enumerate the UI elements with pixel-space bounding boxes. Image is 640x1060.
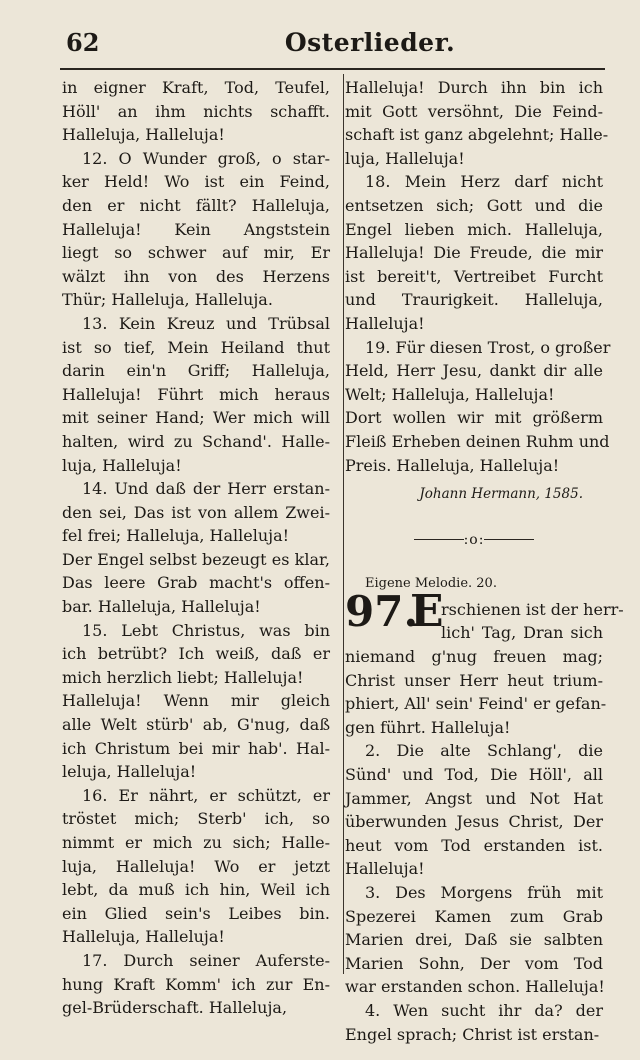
text-line: niemand g'nug freuen mag;: [345, 647, 603, 667]
text-line: ist bereit't, Vertreibet Furcht: [345, 266, 603, 286]
text-line: gel-Brüderschaft. Halleluja,: [62, 998, 288, 1018]
text-line: Halleluja! Die Freude, die mir: [345, 243, 603, 263]
text-line: Höll' an ihm nichts schafft.: [62, 101, 330, 121]
text-line: tröstet mich; Sterb' ich, so: [62, 809, 330, 829]
text-line: ist so tief, Mein Heiland thut: [62, 337, 330, 357]
text-line: Engel sprach; Christ ist erstan-: [345, 1024, 600, 1044]
text-line: in eigner Kraft, Tod, Teufel,: [62, 78, 330, 97]
text-line: ich betrübt? Ich weiß, daß er: [62, 644, 330, 664]
text-line: Welt; Halleluja, Halleluja!: [345, 384, 555, 404]
text-line: lebt, da muß ich hin, Weil ich: [62, 880, 330, 900]
text-line: war erstanden schon. Halleluja!: [345, 977, 605, 997]
text-line: gen führt. Halleluja!: [345, 717, 511, 737]
text-line: Halleluja! Wenn mir gleich: [62, 691, 330, 711]
text-line: Marien drei, Daß sie salbten: [345, 930, 603, 950]
running-title: Osterlieder.: [284, 28, 456, 57]
text-line: Halleluja, Halleluja!: [62, 927, 225, 947]
text-line: Marien Sohn, Der vom Tod: [345, 953, 603, 973]
text-line: bar. Halleluja, Halleluja!: [62, 597, 261, 617]
text-line: den er nicht fällt? Halleluja,: [62, 195, 330, 215]
hymn-97: [345, 585, 624, 1046]
text-line: Spezerei Kamen zum Grab: [345, 906, 603, 926]
separator-rule-left: [414, 539, 464, 540]
text-line: Christ unser Herr heut trium-: [345, 670, 603, 690]
text-line: 12. O Wunder groß, o star-: [82, 148, 330, 168]
text-line: hung Kraft Komm' ich zur En-: [62, 974, 330, 994]
text-line: Jammer, Angst und Not Hat: [345, 788, 603, 808]
text-line: luja, Halleluja!: [62, 455, 182, 475]
text-line: Preis. Halleluja, Halleluja!: [345, 455, 560, 475]
text-line: darin ein'n Griff; Halleluja,: [62, 361, 330, 381]
text-line: 2. Die alte Schlang', die: [365, 741, 603, 761]
text-line: Der Engel selbst bezeugt es klar,: [62, 549, 330, 569]
column-divider: [343, 74, 344, 974]
text-line: luja, Halleluja!: [345, 148, 465, 168]
text-line: fel frei; Halleluja, Halleluja!: [62, 526, 290, 546]
text-line: 14. Und daß der Herr erstan-: [82, 479, 330, 499]
text-line: ker Held! Wo ist ein Feind,: [62, 172, 330, 192]
drop-cap: E: [410, 585, 444, 637]
left-column: [62, 76, 330, 1020]
separator-rule-right: [484, 539, 534, 540]
text-line: Dort wollen wir mit größerm: [345, 408, 603, 428]
text-line: entsetzen sich; Gott und die: [345, 195, 603, 215]
text-line: ich Christum bei mir hab'. Hal-: [62, 738, 330, 758]
text-line: mich herzlich liebt; Halleluja!: [62, 667, 304, 687]
text-line: überwunden Jesus Christ, Der: [345, 812, 603, 832]
header-rule: [60, 68, 605, 70]
text-line: mit Gott versöhnt, Die Feind-: [345, 101, 603, 121]
text-line: Halleluja! Kein Angststein: [62, 219, 330, 239]
text-line: Fleiß Erheben deinen Ruhm und: [345, 431, 610, 451]
hymn-line: lich' Tag, Dran sich: [441, 623, 603, 643]
text-line: luja, Halleluja! Wo er jetzt: [62, 856, 330, 876]
text-line: 18. Mein Herz darf nicht: [365, 172, 603, 192]
hymn-number: 97.: [345, 586, 419, 636]
text-line: 13. Kein Kreuz und Trübsal: [82, 313, 330, 333]
text-line: 16. Er nährt, er schützt, er: [82, 785, 330, 805]
right-column: [345, 76, 624, 1046]
text-line: 15. Lebt Christus, was bin: [82, 620, 330, 640]
section-separator: [345, 529, 603, 553]
text-line: Halleluja!: [345, 313, 425, 333]
text-line: 17. Durch seiner Auferste-: [82, 950, 330, 970]
separator-mark: :o:: [463, 531, 485, 548]
text-line: ein Glied sein's Leibes bin.: [62, 903, 330, 923]
text-line: 19. Für diesen Trost, o großer: [365, 337, 611, 357]
text-line: liegt so schwer auf mir, Er: [62, 243, 330, 263]
text-line: Engel lieben mich. Halleluja,: [345, 219, 603, 239]
page-header: [60, 28, 600, 68]
text-line: wälzt ihn von des Herzens: [62, 266, 330, 286]
text-line: Halleluja!: [345, 859, 425, 879]
hymn-line: rschienen ist der herr-: [441, 599, 624, 619]
text-line: Sünd' und Tod, Die Höll', all: [345, 765, 603, 785]
text-line: Das leere Grab macht's offen-: [62, 573, 330, 593]
text-line: Halleluja, Halleluja!: [62, 125, 225, 145]
text-line: halten, wird zu Schand'. Halle-: [62, 431, 330, 451]
right-column-verses: [345, 76, 611, 477]
text-line: mit seiner Hand; Wer mich will: [62, 408, 330, 428]
hymn-body: [345, 645, 607, 1046]
text-line: den sei, Das ist von allem Zwei-: [62, 502, 330, 522]
melody-line: Eigene Melodie. 20.: [365, 576, 497, 592]
hymn-attribution: Johann Hermann, 1585.: [419, 486, 583, 503]
text-line: schaft ist ganz abgelehnt; Halle-: [345, 125, 609, 145]
text-line: alle Welt stürb' ab, G'nug, daß: [62, 715, 330, 735]
text-line: heut vom Tod erstanden ist.: [345, 835, 603, 855]
text-line: phiert, All' sein' Feind' er gefan-: [345, 694, 607, 714]
text-line: Thür; Halleluja, Halleluja.: [62, 290, 273, 310]
text-line: Halleluja! Führt mich heraus: [62, 384, 330, 404]
text-line: Held, Herr Jesu, dankt dir alle: [345, 361, 603, 381]
text-line: nimmt er mich zu sich; Halle-: [62, 833, 330, 852]
text-line: und Traurigkeit. Halleluja,: [345, 290, 603, 310]
text-line: Halleluja! Durch ihn bin ich: [345, 78, 603, 97]
text-line: leluja, Halleluja!: [62, 762, 197, 782]
page-number: 62: [66, 28, 100, 57]
text-line: 3. Des Morgens früh mit: [365, 883, 603, 902]
text-line: 4. Wen sucht ihr da? der: [365, 1000, 603, 1020]
